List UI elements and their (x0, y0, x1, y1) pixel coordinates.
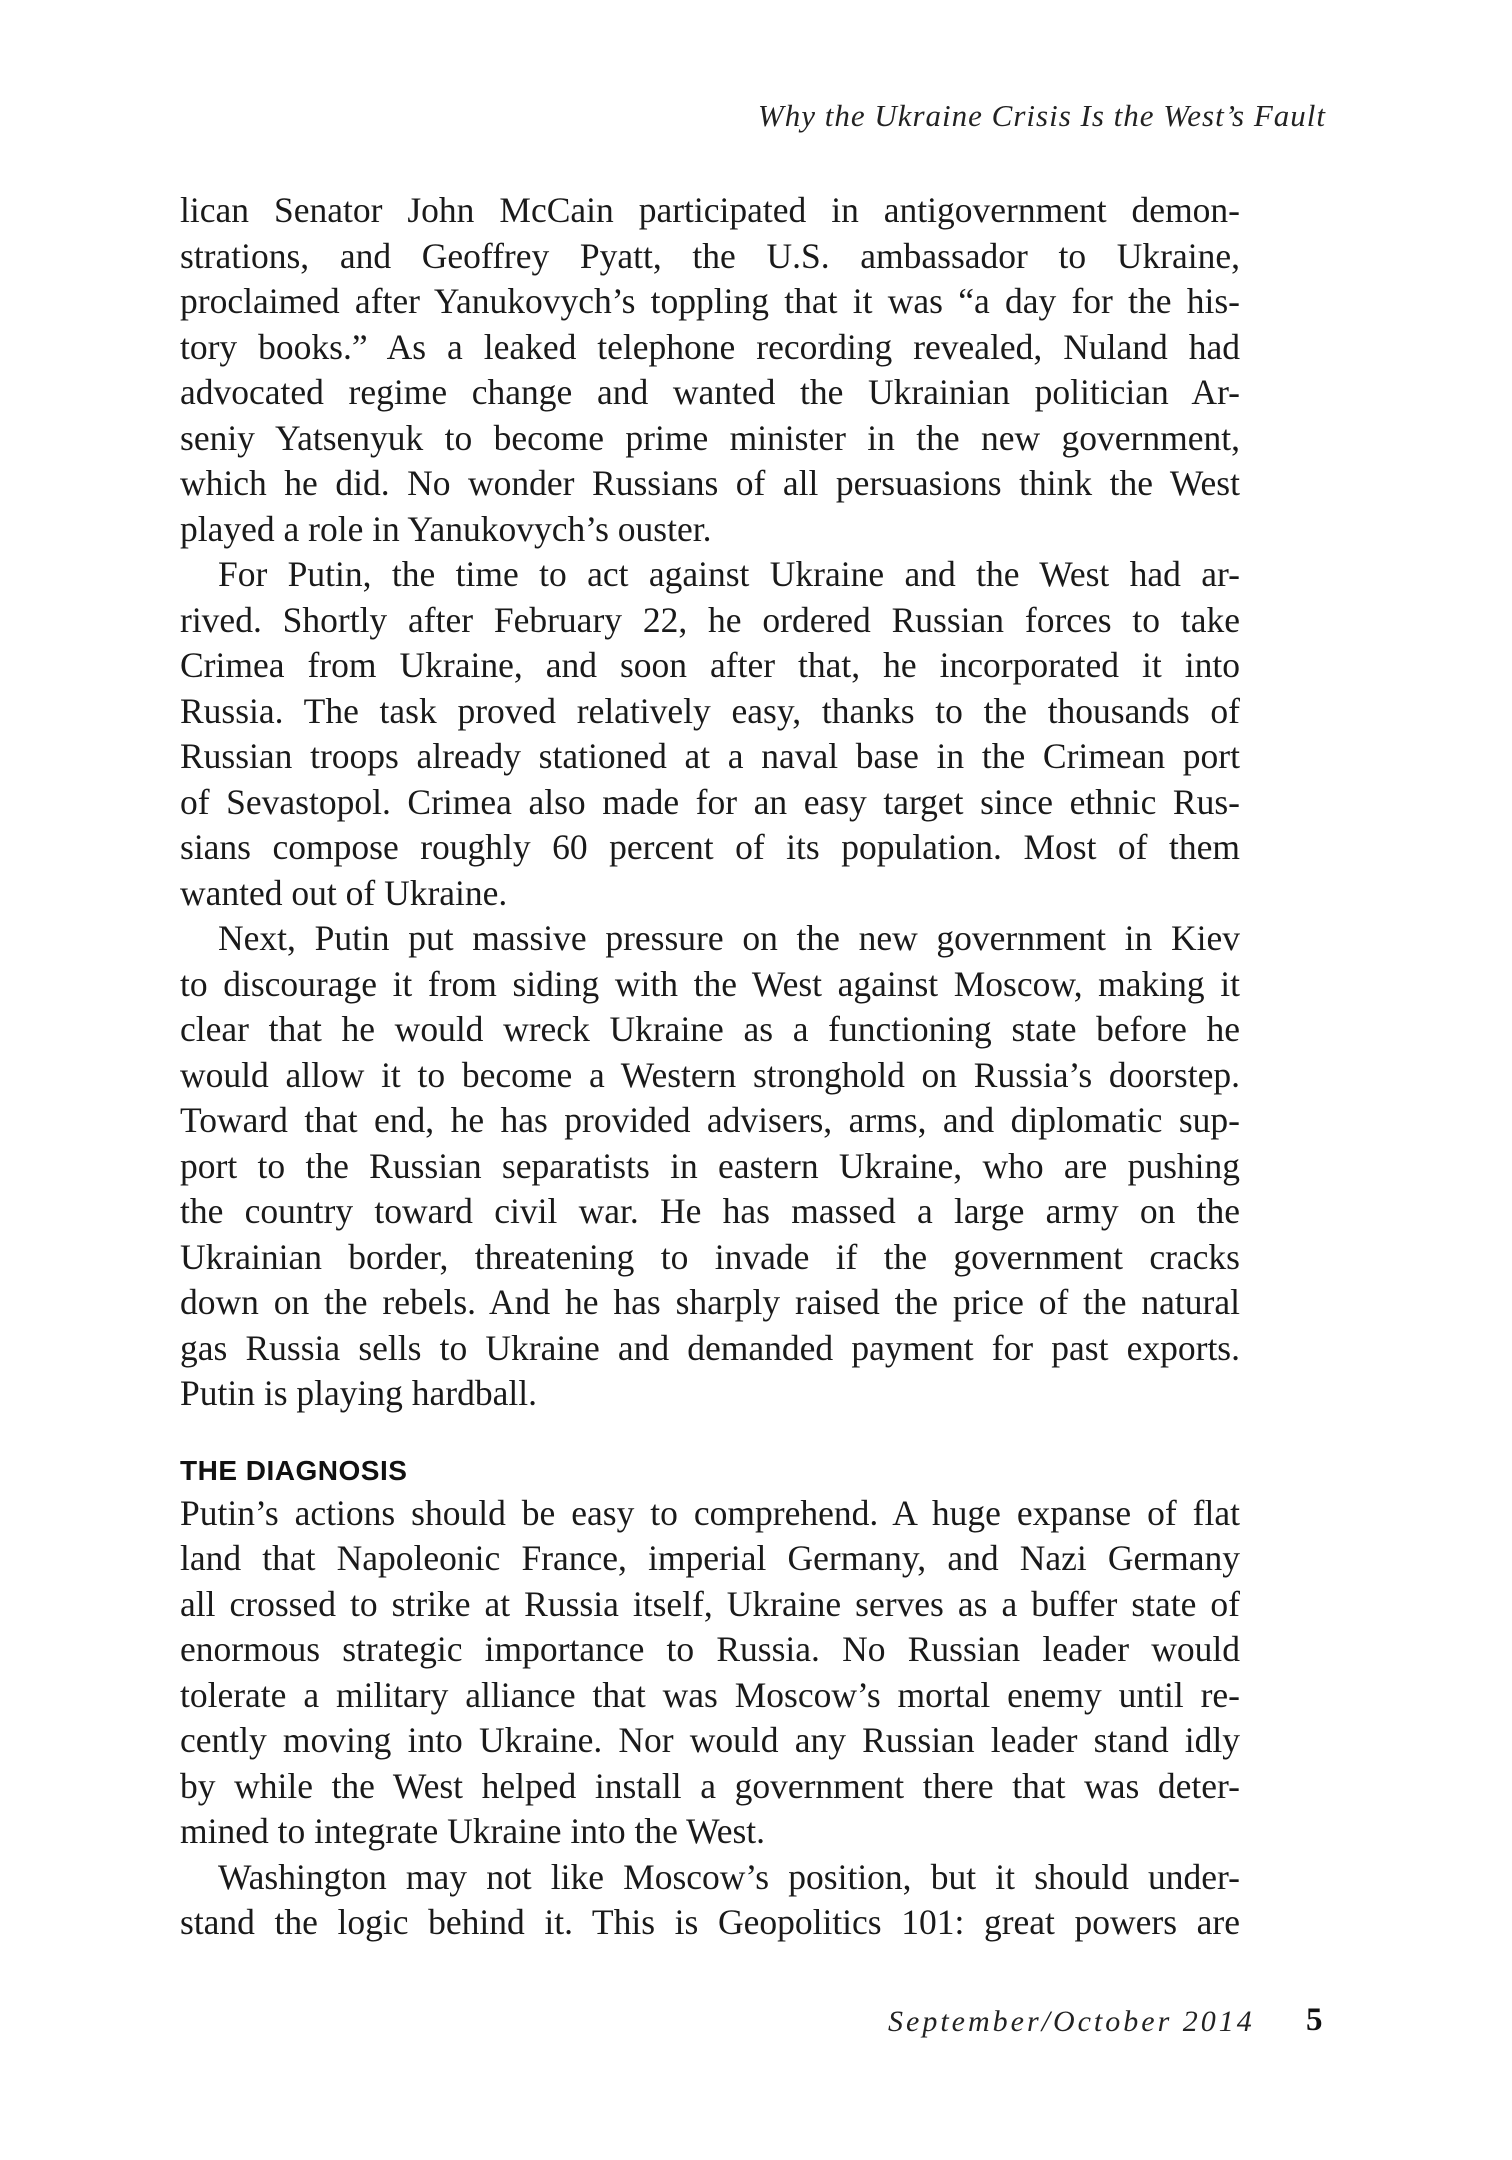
text-line: port to the Russian separatists in eastern Ukraine, who are pushing (180, 1145, 1240, 1186)
text-line: seniy Yatsenyuk to become prime minister in the new government, (180, 417, 1240, 458)
running-head: Why the Ukraine Crisis Is the West’s Fault (757, 98, 1326, 133)
text-line: played a role in Yanukovych’s ouster. (180, 508, 712, 549)
text-line: Toward that end, he has provided advisers, arms, and diplomatic sup- (180, 1100, 1240, 1140)
article-body (180, 188, 1240, 1946)
paragraph (180, 188, 1240, 552)
text-line: Putin is playing hardball. (180, 1373, 537, 1413)
text-line: advocated regime change and wanted the Ukrainian politician Ar- (180, 372, 1240, 412)
text-line: lican Senator John McCain participated in antigovernment demon- (180, 190, 1240, 230)
text-line: down on the rebels. And he has sharply raised the price of the natural (180, 1282, 1240, 1322)
section-heading: THE DIAGNOSIS (180, 1454, 408, 1486)
text-line: of Sevastopol. Crimea also made for an easy target since ethnic Rus- (180, 781, 1240, 822)
text-line: stand the logic behind it. This is Geopolitics 101: great powers are (180, 1902, 1240, 1942)
paragraph (180, 1491, 1240, 1855)
text-line: Washington may not like Moscow’s position, but it should under- (218, 1856, 1240, 1897)
text-line: gas Russia sells to Ukraine and demanded payment for past exports. (180, 1327, 1240, 1368)
text-line: clear that he would wreck Ukraine as a functioning state before he (180, 1009, 1240, 1049)
text-line: Putin’s actions should be easy to comprehend. A huge expanse of flat (180, 1492, 1240, 1533)
footer-date: September/October 2014 (888, 2005, 1255, 2038)
text-line: mined to integrate Ukraine into the West. (180, 1811, 766, 1851)
text-line: wanted out of Ukraine. (180, 872, 508, 913)
text-line: For Putin, the time to act against Ukraine and the West had ar- (218, 554, 1240, 594)
text-line: all crossed to strike at Russia itself, Ukraine serves as a buffer state of (180, 1583, 1240, 1624)
text-line: tolerate a military alliance that was Moscow’s mortal enemy until re- (180, 1674, 1240, 1715)
paragraph (180, 916, 1240, 1417)
text-line: enormous strategic importance to Russia. No Russian leader would (180, 1629, 1240, 1669)
text-line: would allow it to become a Western stronghold on Russia’s doorstep. (180, 1054, 1240, 1095)
text-line: by while the West helped install a government there that was deter- (180, 1765, 1240, 1806)
text-line: Next, Putin put massive pressure on the new government in Kiev (218, 918, 1240, 958)
text-line: Crimea from Ukraine, and soon after that, he incorporated it into (180, 645, 1240, 685)
text-line: Russian troops already stationed at a naval base in the Crimean port (180, 736, 1240, 776)
text-line: tory books.” As a leaked telephone recording revealed, Nuland had (180, 326, 1240, 367)
paragraph (180, 1855, 1240, 1946)
text-line: sians compose roughly 60 percent of its population. Most of them (180, 827, 1240, 867)
text-line: strations, and Geoffrey Pyatt, the U.S. ambassador to Ukraine, (180, 235, 1240, 276)
text-line: cently moving into Ukraine. Nor would any Russian leader stand idly (180, 1720, 1240, 1760)
text-line: Russia. The task proved relatively easy, thanks to the thousands of (180, 690, 1240, 731)
text-line: proclaimed after Yanukovych’s toppling that it was “a day for the his- (180, 281, 1240, 321)
text-line: which he did. No wonder Russians of all persuasions think the West (180, 463, 1240, 503)
paragraph (180, 552, 1240, 916)
text-line: Ukrainian border, threatening to invade if the government cracks (180, 1236, 1240, 1277)
text-line: rived. Shortly after February 22, he ordered Russian forces to take (180, 599, 1240, 640)
text-line: to discourage it from siding with the West against Moscow, making it (180, 963, 1240, 1004)
page-number: 5 (1306, 2002, 1323, 2038)
text-line: the country toward civil war. He has massed a large army on the (180, 1191, 1240, 1231)
text-line: land that Napoleonic France, imperial Germany, and Nazi Germany (180, 1538, 1240, 1578)
